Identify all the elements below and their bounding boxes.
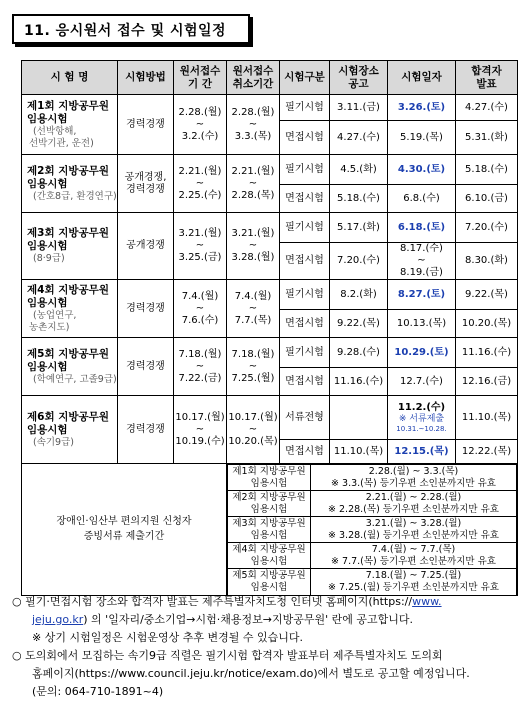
exam-type: 면접시험 xyxy=(280,440,330,464)
exam-name: 제3회 지방공무원 임용시험 (8·9급) xyxy=(22,213,118,280)
submission-item xyxy=(228,543,517,569)
result-date: 9.22.(목) xyxy=(456,280,518,310)
exam-type: 필기시험 xyxy=(280,338,330,368)
submission-exam-name: 제5회 지방공무원 임용시험 xyxy=(228,569,311,595)
notes-section xyxy=(12,593,522,701)
header-apply-period: 원서접수 기 간 xyxy=(174,61,227,95)
submission-exam-name: 제4회 지방공무원 임용시험 xyxy=(228,543,311,569)
submission-item xyxy=(228,569,517,595)
note-contact: (문의: 064-710-1891~4) xyxy=(32,685,164,698)
header-exam-date: 시험일자 xyxy=(388,61,456,95)
result-date: 6.10.(금) xyxy=(456,185,518,213)
header-venue-notice: 시험장소 공고 xyxy=(330,61,388,95)
exam-date: 4.30.(토) xyxy=(388,155,456,185)
homepage-link-cont[interactable]: jeju.go.kr xyxy=(32,613,84,626)
exam-name: 제1회 지방공무원 임용시험 (선박항해, 선박기관, 운전) xyxy=(22,95,118,155)
exam-type: 서류전형 xyxy=(280,396,330,440)
exam-type: 면접시험 xyxy=(280,368,330,396)
exam-row xyxy=(22,338,518,368)
result-date: 11.10.(목) xyxy=(456,396,518,440)
exam-type: 면접시험 xyxy=(280,121,330,155)
cancel-period: 7.4.(월) ~ 7.7.(목) xyxy=(227,280,280,338)
exam-date: 6.18.(토) xyxy=(388,213,456,243)
submission-exam-name: 제1회 지방공무원 임용시험 xyxy=(228,465,311,491)
header-exam-type: 시험구분 xyxy=(280,61,330,95)
exam-method: 경력경쟁 xyxy=(118,338,174,396)
submission-period: 2.21.(월) ~ 2.28.(월) ※ 2.28.(목) 등기우편 소인분까지만 유효 xyxy=(311,491,517,517)
result-date: 12.16.(금) xyxy=(456,368,518,396)
venue-notice-date: 4.5.(화) xyxy=(330,155,388,185)
exam-row xyxy=(22,280,518,310)
exam-schedule-table xyxy=(21,60,518,596)
exam-type: 필기시험 xyxy=(280,95,330,121)
header-cancel-period: 원서접수 취소기간 xyxy=(227,61,280,95)
note-venue-announcement: ○ 필기·면접시험 장소와 합격자 발표는 제주특별자치도청 인터넷 홈페이지(https://www. xyxy=(12,595,442,608)
exam-type: 면접시험 xyxy=(280,185,330,213)
venue-notice-date: 11.10.(목) xyxy=(330,440,388,464)
exam-method: 경력경쟁 xyxy=(118,280,174,338)
venue-notice-date xyxy=(330,396,388,440)
exam-date: 12.15.(목) xyxy=(388,440,456,464)
submission-period: 3.21.(월) ~ 3.28.(월) ※ 3.28.(월) 등기우편 소인분까지만 유효 xyxy=(311,517,517,543)
submission-period: 7.4.(월) ~ 7.7.(목) ※ 7.7.(목) 등기우편 소인분까지만 유효 xyxy=(311,543,517,569)
exam-name: 제5회 지방공무원 임용시험 (학예연구, 고졸9급) xyxy=(22,338,118,396)
apply-period: 7.4.(월) ~ 7.6.(수) xyxy=(174,280,227,338)
submission-period: 7.18.(월) ~ 7.25.(월) ※ 7.25.(월) 등기우편 소인분까지만 유효 xyxy=(311,569,517,595)
submission-periods xyxy=(227,464,518,596)
exam-date: 3.26.(토) xyxy=(388,95,456,121)
exam-type: 면접시험 xyxy=(280,310,330,338)
exam-date: 11.2.(수) ※ 서류제출 10.31.~10.28. xyxy=(388,396,456,440)
exam-name: 제2회 지방공무원 임용시험 (간호8급, 환경연구) xyxy=(22,155,118,213)
venue-notice-date: 4.27.(수) xyxy=(330,121,388,155)
header-exam-name: 시 험 명 xyxy=(22,61,118,95)
exam-name: 제6회 지방공무원 임용시험 (속기9급) xyxy=(22,396,118,464)
result-date: 7.20.(수) xyxy=(456,213,518,243)
submission-item xyxy=(228,465,517,491)
venue-notice-date: 7.20.(수) xyxy=(330,243,388,280)
apply-period: 7.18.(월) ~ 7.22.(금) xyxy=(174,338,227,396)
apply-period: 3.21.(월) ~ 3.25.(금) xyxy=(174,213,227,280)
exam-row xyxy=(22,95,518,121)
note-council-cont: 홈페이지(https://www.council.jeju.kr/notice/exam.do)에서 별도로 공고할 예정입니다. xyxy=(32,667,470,680)
result-date: 5.31.(화) xyxy=(456,121,518,155)
apply-period: 10.17.(월) ~ 10.19.(수) xyxy=(174,396,227,464)
venue-notice-date: 9.28.(수) xyxy=(330,338,388,368)
submission-item xyxy=(228,491,517,517)
exam-row xyxy=(22,396,518,440)
exam-date: 5.19.(목) xyxy=(388,121,456,155)
result-date: 12.22.(목) xyxy=(456,440,518,464)
submission-exam-name: 제3회 지방공무원 임용시험 xyxy=(228,517,311,543)
venue-notice-date: 9.22.(목) xyxy=(330,310,388,338)
exam-type: 필기시험 xyxy=(280,155,330,185)
header-method: 시험방법 xyxy=(118,61,174,95)
result-date: 10.20.(목) xyxy=(456,310,518,338)
exam-name: 제4회 지방공무원 임용시험 (농업연구, 농촌지도) xyxy=(22,280,118,338)
venue-notice-date: 5.18.(수) xyxy=(330,185,388,213)
cancel-period: 3.21.(월) ~ 3.28.(월) xyxy=(227,213,280,280)
section-title: 11. 응시원서 접수 및 시험일정 xyxy=(12,14,250,44)
exam-row xyxy=(22,155,518,185)
venue-notice-date: 11.16.(수) xyxy=(330,368,388,396)
exam-date: 8.17.(수) ~ 8.19.(금) xyxy=(388,243,456,280)
result-date: 5.18.(수) xyxy=(456,155,518,185)
exam-type: 필기시험 xyxy=(280,213,330,243)
homepage-link[interactable]: www. xyxy=(412,595,442,608)
exam-row xyxy=(22,213,518,243)
venue-notice-date: 3.11.(금) xyxy=(330,95,388,121)
cancel-period: 2.28.(월) ~ 3.3.(목) xyxy=(227,95,280,155)
submission-label: 장애인·임산부 편의지원 신청자 증빙서류 제출기간 xyxy=(22,464,227,596)
cancel-period: 2.21.(월) ~ 2.28.(목) xyxy=(227,155,280,213)
exam-date: 8.27.(토) xyxy=(388,280,456,310)
submission-item xyxy=(228,517,517,543)
submission-exam-name: 제2회 지방공무원 임용시험 xyxy=(228,491,311,517)
note-council: ○ 도의회에서 모집하는 속기9급 직렬은 필기시험 합격자 발표부터 제주특별자치도 도의회 xyxy=(12,649,443,662)
submission-row xyxy=(22,464,518,596)
note-venue-announcement-cont: jeju.go.kr) 의 '일자리/중소기업→시험·채용정보→지방공무원' 란에 공고합니다. xyxy=(32,613,413,626)
exam-method: 공개경쟁 xyxy=(118,213,174,280)
apply-period: 2.21.(월) ~ 2.25.(수) xyxy=(174,155,227,213)
note-schedule-change: ※ 상기 시험일정은 시험운영상 추후 변경될 수 있습니다. xyxy=(32,631,303,644)
cancel-period: 10.17.(월) ~ 10.20.(목) xyxy=(227,396,280,464)
exam-date: 6.8.(수) xyxy=(388,185,456,213)
exam-date: 10.29.(토) xyxy=(388,338,456,368)
exam-method: 공개경쟁, 경력경쟁 xyxy=(118,155,174,213)
exam-date: 12.7.(수) xyxy=(388,368,456,396)
apply-period: 2.28.(월) ~ 3.2.(수) xyxy=(174,95,227,155)
exam-method: 경력경쟁 xyxy=(118,95,174,155)
exam-date: 10.13.(목) xyxy=(388,310,456,338)
exam-type: 면접시험 xyxy=(280,243,330,280)
venue-notice-date: 5.17.(화) xyxy=(330,213,388,243)
exam-type: 필기시험 xyxy=(280,280,330,310)
result-date: 8.30.(화) xyxy=(456,243,518,280)
submission-period: 2.28.(월) ~ 3.3.(목) ※ 3.3.(목) 등기우편 소인분까지만 유효 xyxy=(311,465,517,491)
exam-method: 경력경쟁 xyxy=(118,396,174,464)
venue-notice-date: 8.2.(화) xyxy=(330,280,388,310)
result-date: 4.27.(수) xyxy=(456,95,518,121)
result-date: 11.16.(수) xyxy=(456,338,518,368)
cancel-period: 7.18.(월) ~ 7.25.(월) xyxy=(227,338,280,396)
header-result: 합격자 발표 xyxy=(456,61,518,95)
